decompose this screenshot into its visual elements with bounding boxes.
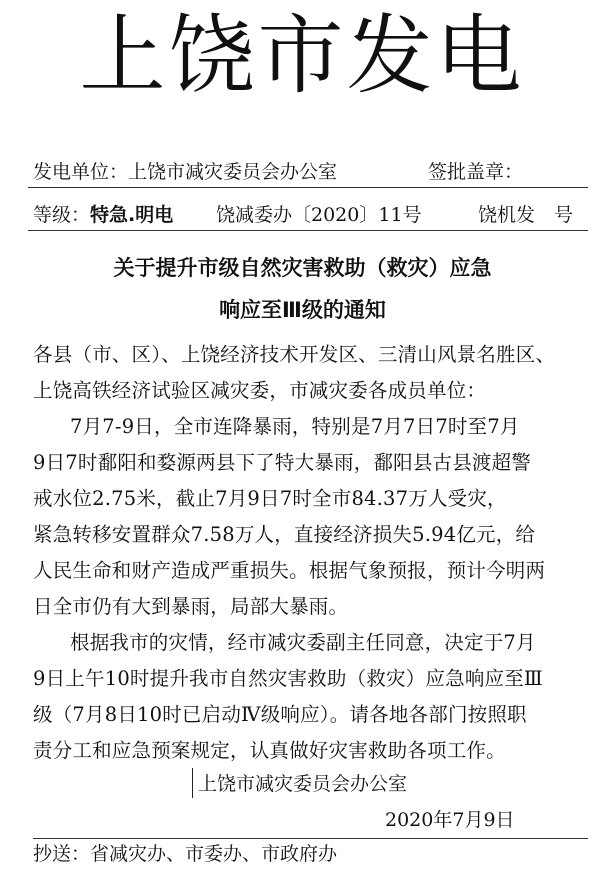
paragraph-1-line-3: 戒水位2.75米，截止7月9日7时全市84.37万人受灾， xyxy=(33,487,507,510)
paragraph-1-line-5: 人民生命和财产造成严重损失。根据气象预报，预计今明两 xyxy=(33,559,546,582)
text-cursor-mark xyxy=(192,768,193,798)
notice-title-line-2: 响应至Ⅲ级的通知 xyxy=(219,298,386,322)
paragraph-2-line-2: 9日上午10时提升我市自然灾害救助（救灾）应急响应至Ⅲ xyxy=(33,667,543,690)
paragraph-2-line-1: 根据我市的灾情，经市减灾委副主任同意，决定于7月 xyxy=(70,631,536,654)
cc-row xyxy=(33,842,337,866)
addressee-line-2: 上饶高铁经济试验区减灾委，市减灾委各成员单位： xyxy=(33,379,487,402)
paragraph-2-line-3: 级（7月8日10时已启动Ⅳ级响应）。请各地各部门按照职 xyxy=(33,703,527,726)
grade-label: 等级： xyxy=(33,204,91,226)
paragraph-1-line-4: 紧急转移安置群众7.58万人，直接经济损失5.94亿元，给 xyxy=(33,523,536,546)
issuer-label: 发电单位： xyxy=(33,161,129,183)
header-divider-2 xyxy=(28,230,588,231)
grade-row xyxy=(33,203,173,227)
paragraph-1-line-6: 日全市仍有大到暴雨，局部大暴雨。 xyxy=(33,595,349,618)
grade-value: 特急.明电 xyxy=(90,204,174,226)
issuer-name: 上饶市减灾委员会办公室 xyxy=(128,161,338,183)
notice-title-line-1: 关于提升市级自然灾害救助（救灾）应急 xyxy=(113,256,492,280)
cc-recipients: 省减灾办、市委办、市政府办 xyxy=(90,843,338,865)
header-divider-1 xyxy=(28,187,588,188)
paragraph-1-line-1: 7月7-9日，全市连降暴雨，特别是7月7日7时至7月 xyxy=(70,415,520,438)
paragraph-1-line-2: 9日7时鄱阳和婺源两县下了特大暴雨，鄱阳县古县渡超警 xyxy=(33,451,532,474)
issuer-row xyxy=(33,160,337,184)
paragraph-2-line-4: 责分工和应急预案规定，认真做好灾害救助各项工作。 xyxy=(33,739,506,762)
addressee-line-1: 各县（市、区）、上饶经济技术开发区、三清山风景名胜区、 xyxy=(33,343,556,366)
approval-label: 签批盖章： xyxy=(428,161,524,183)
masthead-title: 上饶市发电 xyxy=(79,6,525,106)
signing-office: 上饶市减灾委员会办公室 xyxy=(198,773,408,795)
cc-divider xyxy=(33,838,588,839)
document-number: 饶减委办〔2020〕11号 xyxy=(216,204,422,226)
cc-label: 抄送： xyxy=(33,843,91,865)
machine-number: 饶机发 号 xyxy=(478,204,574,226)
signing-date: 2020年7月9日 xyxy=(385,809,515,831)
